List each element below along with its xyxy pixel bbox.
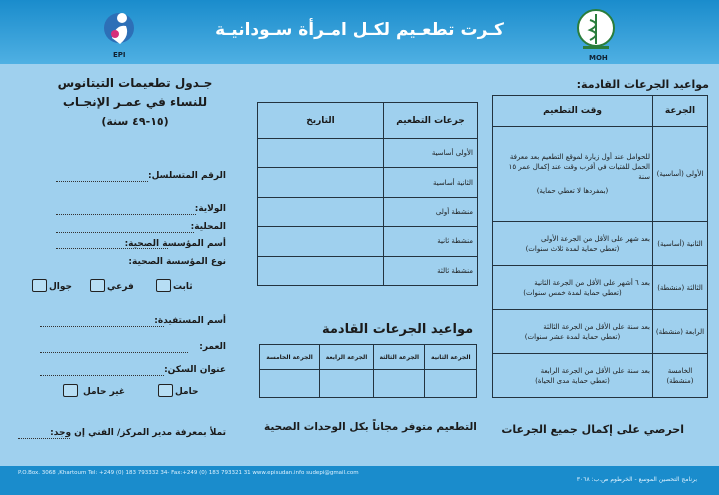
dose-time-text: بعد ٦ أشهر على الأقل من الجرعة الثانية (534, 278, 650, 287)
record-dose: منشطة ثانية (384, 227, 478, 256)
free-vaccination-slogan: التطعيم متوفر مجاناً بكل الوحدات الصحية (264, 421, 477, 433)
record-date-cell[interactable] (258, 227, 384, 256)
pregnant-checkbox[interactable] (158, 384, 173, 397)
pregnant-label: حامل (175, 387, 199, 397)
dose-record-table (257, 102, 478, 286)
dose-name: الثانية (أساسية) (653, 222, 708, 266)
footer-contact: P.O.Box. 3068 ,Khartoum Tel: +249 (0) 183 793332 34- Fax:+249 (0) 183 793321 31 www.episudan.info sudepi@gmail.com (18, 470, 359, 476)
dose-time-text: بعد سنة على الأقل من الجرعة الرابعة (540, 366, 650, 375)
next-dose-date-cell[interactable] (260, 370, 320, 398)
record-date-cell[interactable] (258, 139, 384, 168)
record-dose: منشطة ثالثة (384, 256, 478, 285)
dose-note: (تعطي حماية لمدة ثلاث سنوات) (525, 244, 620, 253)
type-sub-checkbox[interactable] (90, 279, 105, 292)
tetanus-schedule-title: جـدول تطعيمات التيتانوس (57, 76, 213, 90)
table-row (258, 256, 478, 285)
locality-label: المحلية: (190, 222, 226, 232)
complete-doses-slogan: احرصي على إكمال جميع الجرعات (501, 423, 684, 436)
next-dose-2-header: الجرعة الثانية (425, 345, 477, 370)
type-fixed-checkbox[interactable] (156, 279, 171, 292)
table-row (493, 354, 708, 398)
dose-time-text: بعد سنة على الأقل من الجرعة الثالثة (543, 322, 650, 331)
dose-name: الثالثة (منشطة) (653, 266, 708, 310)
record-date-cell[interactable] (258, 168, 384, 197)
age-field[interactable] (40, 352, 188, 353)
record-dose: الأولى أساسية (384, 139, 478, 168)
table-row (260, 370, 477, 398)
age-label: العمر: (199, 342, 226, 352)
type-mobile-checkbox[interactable] (32, 279, 47, 292)
serial-field[interactable] (56, 181, 148, 182)
dose-note: (بمفردها لا تعطي حماية) (536, 187, 609, 195)
beneficiary-label: أسم المستفيدة: (154, 316, 226, 326)
dose-name: الرابعة (منشطة) (653, 310, 708, 354)
fill-note-field[interactable] (18, 438, 70, 439)
next-dose-date-cell[interactable] (373, 370, 425, 398)
dose-time (493, 310, 653, 354)
type-fixed-label: ثابت (173, 282, 193, 292)
next-dose-5-header: الجرعة الخامسة (260, 345, 320, 370)
table-row (258, 197, 478, 226)
col-date-header: التاريخ (258, 103, 384, 139)
dose-schedule-table (492, 95, 708, 398)
tetanus-schedule-subtitle: للنساء في عمـر الإنجـاب (62, 95, 208, 109)
dose-note: (تعطي حماية مدى الحياة) (535, 376, 610, 385)
facility-type-label: نوع المؤسسة الصحية: (128, 257, 226, 267)
next-doses-title: مواعيد الجرعات القادمة (322, 322, 474, 337)
next-dose-4-header: الجرعة الرابعة (320, 345, 374, 370)
type-mobile-label: جوال (49, 282, 73, 292)
table-row (493, 127, 708, 222)
not-pregnant-checkbox[interactable] (63, 384, 78, 397)
right-panel-title: مواعيد الجرعات القادمة: (576, 78, 709, 91)
dose-time (493, 127, 653, 222)
table-row (493, 222, 708, 266)
record-dose: الثانية أساسية (384, 168, 478, 197)
serial-label: الرقم المتسلسل: (148, 171, 226, 181)
dose-time-text: بعد شهر على الأقل من الجرعة الأولى (541, 234, 650, 243)
col-vaccine-dose-header: جرعات التطعيم (384, 103, 478, 139)
next-doses-table (259, 344, 477, 398)
table-row (258, 227, 478, 256)
dose-note: (تعطي حماية لمدة خمس سنوات) (523, 288, 622, 297)
address-field[interactable] (40, 375, 164, 376)
dose-time (493, 222, 653, 266)
dose-time (493, 354, 653, 398)
locality-field[interactable] (56, 232, 194, 233)
record-date-cell[interactable] (258, 256, 384, 285)
record-date-cell[interactable] (258, 197, 384, 226)
moh-label: MOH (589, 54, 608, 62)
dose-note: (تعطي حماية لمدة عشر سنوات) (524, 332, 621, 341)
next-dose-date-cell[interactable] (425, 370, 477, 398)
next-dose-date-cell[interactable] (320, 370, 374, 398)
footer-bar (0, 466, 719, 495)
record-dose: منشطة أولى (384, 197, 478, 226)
footer-arabic: برنامج التحصين الموسع - الخرطوم ص.ب: ٣٠٦٨ (576, 476, 697, 483)
card-title: كـرت تطعـيم لكـل امـرأة سـودانيـة (215, 20, 504, 40)
state-field[interactable] (56, 214, 196, 215)
state-label: الولاية: (194, 204, 226, 214)
not-pregnant-label: غير حامل (83, 387, 126, 397)
table-row (258, 139, 478, 168)
tetanus-age-range: (١٥-٤٩ سنة) (101, 115, 169, 128)
dose-name: الخامسة (منشطة) (653, 354, 708, 398)
header-bar (0, 0, 719, 64)
col-time-header: وقت التطعيم (493, 96, 653, 127)
address-label: عنوان السكن: (164, 365, 226, 375)
facility-name-label: أسم المؤسسة الصحية: (124, 239, 226, 249)
table-row (493, 266, 708, 310)
table-row (493, 310, 708, 354)
col-dose-header: الجرعة (653, 96, 708, 127)
epi-label: EPI (113, 51, 126, 59)
dose-name: الأولى (أساسية) (653, 127, 708, 222)
moh-logo-icon (573, 6, 619, 58)
table-row (258, 168, 478, 197)
next-dose-3-header: الجرعة الثالثة (373, 345, 425, 370)
beneficiary-field[interactable] (40, 326, 164, 327)
facility-name-field[interactable] (56, 248, 168, 249)
type-sub-label: فرعي (107, 282, 134, 292)
dose-time-text: للحوامل عند أول زيارة لموقع التطعيم بعد معرفة الحمل للفتيات في أقرب وقت عند إكمال عمر ١٥ سنة (508, 153, 650, 181)
dose-time (493, 266, 653, 310)
fill-note-label: تملأ بمعرفة مدير المركز/ الفني إن وجد: (50, 428, 226, 438)
